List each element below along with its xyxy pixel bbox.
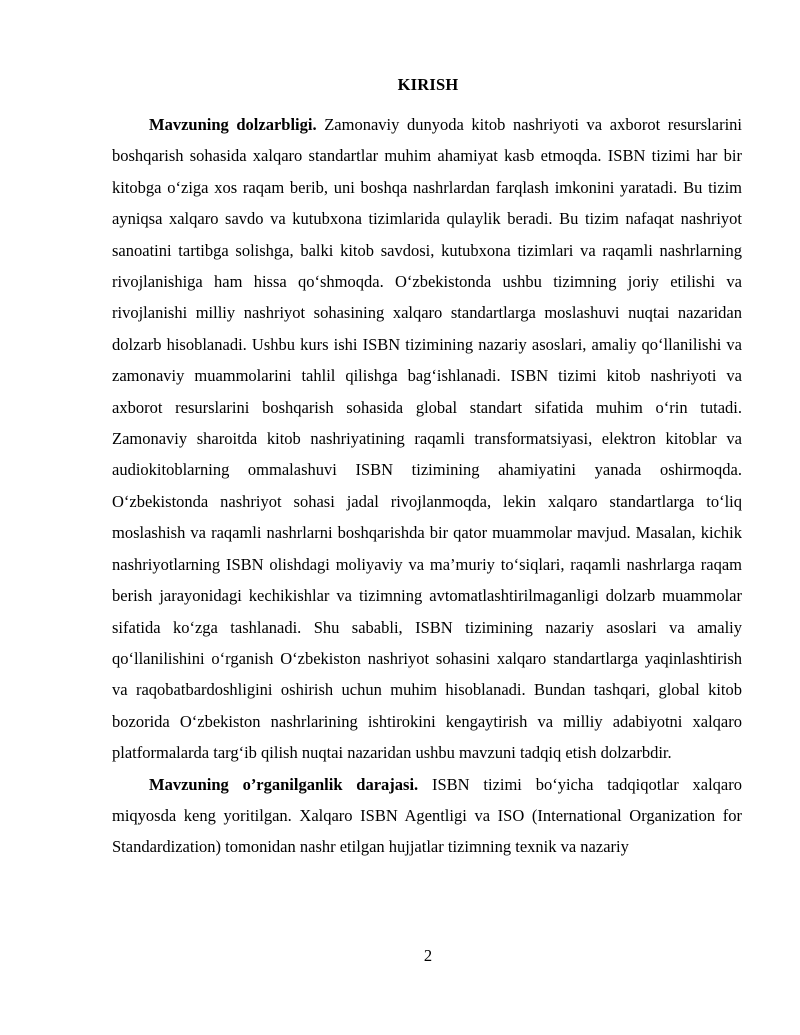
paragraph-text: ISBN tizimi bo‘yicha tadqiqotlar xalqaro miqyosda keng yoritilgan. Xalqaro ISBN Agentligi va ISO (International Organization for Standardization) tomonidan nashr etilgan hujjatlar tizimning texnik va nazariy: [112, 774, 742, 857]
page-number: 2: [423, 946, 433, 965]
section-heading: KIRISH: [397, 75, 459, 94]
paragraph-relevance: [112, 109, 742, 769]
paragraph-study-degree: [112, 769, 742, 863]
paragraph-text: Zamonaviy dunyoda kitob nashriyoti va axborot resurslarini boshqarish sohasida xalqaro standartlar muhim ahamiyat kasb etmoqda. ISBN tizimi har bir kitobga o‘ziga xos raqam berib, uni boshqa nashrlardan farqlash imkonini yaratadi. Bu tizim ayniqsa xalqaro savdo va kutubxona tizimlarida qulaylik beradi. Bu tizim nafaqat nashriyot sanoatini tartibga solishga, balki kitob savdosi, kutubxona tizimlari va raqamli nashrlarning rivojlanishiga ham hissa qo‘shmoqda. O‘zbekistonda ushbu tizimning joriy etilishi va rivojlanishi milliy nashriyot sohasining xalqaro standartlarga moslashuvi nuqtai nazaridan dolzarb hisoblanadi. Ushbu kurs ishi ISBN tizimining nazariy asoslari, amaliy qo‘llanilishi va zamonaviy muammolarini tahlil qilishga bag‘ishlanadi. ISBN tizimi kitob nashriyoti va axborot resurslarini boshqarish sohasida global standart sifatida muhim o‘rin tutadi. Zamonaviy sharoitda kitob nashriyatining raqamli transformatsiyasi, elektron kitoblar va audiokitoblarning ommalashuvi ISBN tizimining ahamiyatini yanada oshirmoqda. O‘zbekistonda nashriyot sohasi jadal rivojlanmoqda, lekin xalqaro standartlarga to‘liq moslashish va raqamli nashrlarni boshqarishda bir qator muammolar mavjud. Masalan, kichik nashriyotlarning ISBN olishdagi moliyaviy va ma’muriy to‘siqlari, raqamli nashrlarga raqam berish jarayonidagi kechikishlar va tizimning avtomatlashtirilmaganligi dolzarb muammolar sifatida ko‘zga tashlanadi. Shu sababli, ISBN tizimining nazariy asoslari va amaliy qo‘llanilishini o‘rganish O‘zbekiston nashriyot sohasini xalqaro standartlarga yaqinlashtirish va raqobatbardoshligini oshirish uchun muhim hisoblanadi. Bundan tashqari, global kitob bozorida O‘zbekiston nashrlarining ishtirokini kengaytirish va milliy adabiyotni xalqaro platformalarda targ‘ib qilish nuqtai nazaridan ushbu mavzuni tadqiq etish dolzarbdir.: [112, 115, 742, 763]
paragraph-lead: Mavzuning dolzarbligi.: [149, 115, 317, 134]
paragraph-lead: Mavzuning o’rganilganlik darajasi.: [149, 774, 419, 794]
body-text: [112, 109, 742, 863]
